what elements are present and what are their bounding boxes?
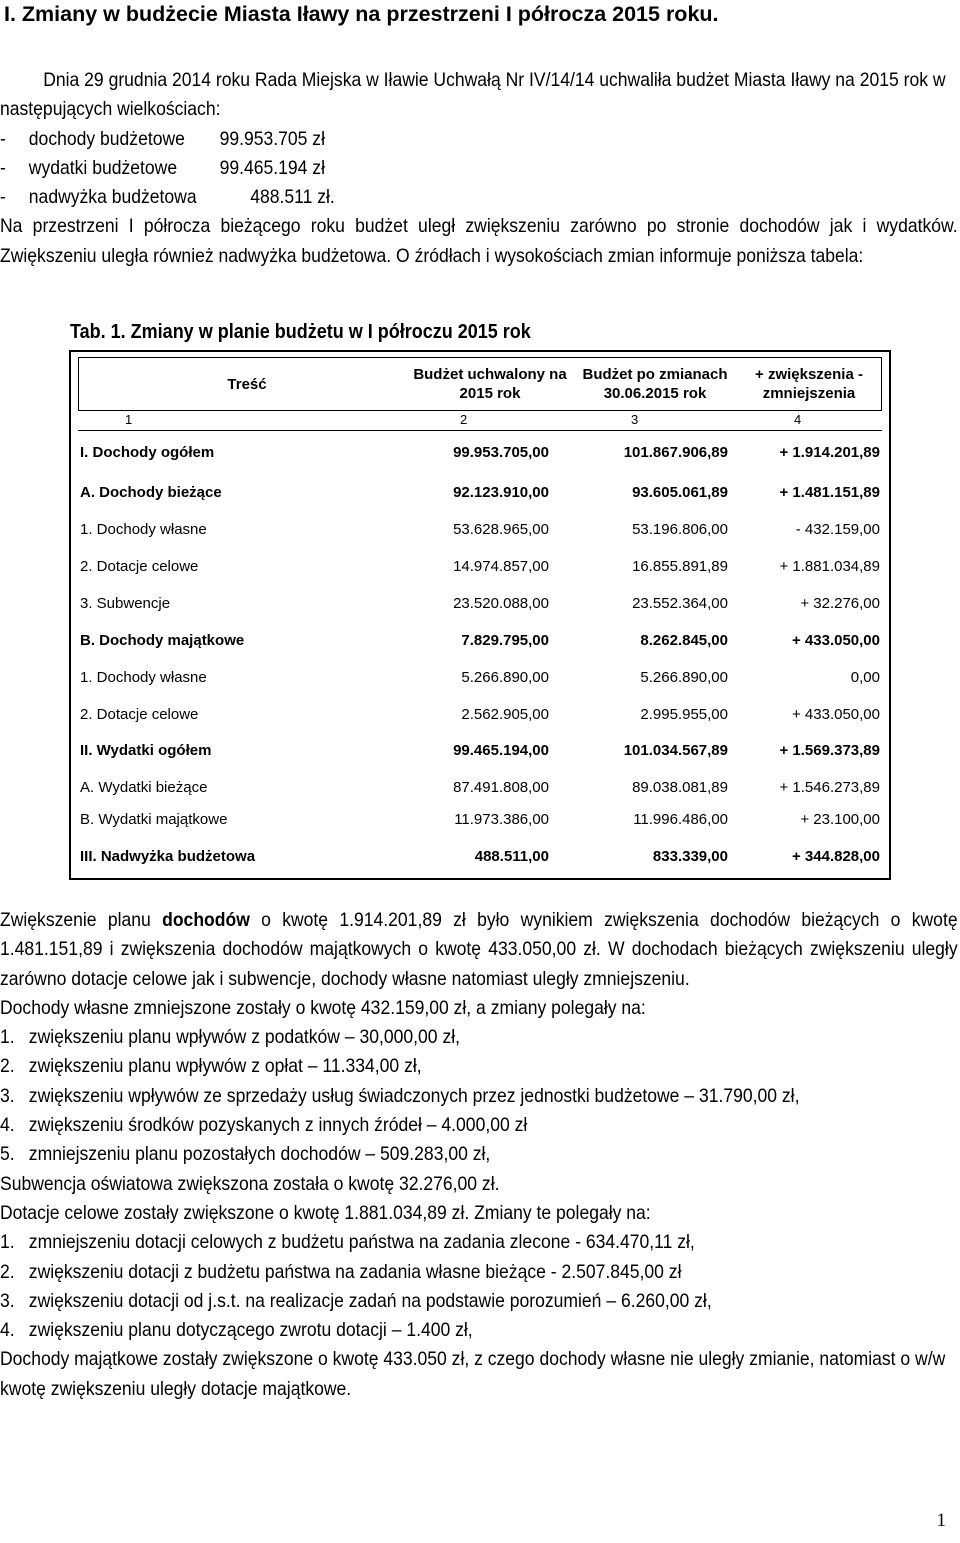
list-item: 4. zwiększeniu planu dotyczącego zwrotu dotacji – 1.400 zł, [0,1319,473,1342]
capital-revenue-paragraph: Dochody majątkowe zostały zwiększone o kwotę 433.050 zł, z czego dochody własne nie uległy zmianie, natomiast o w/w kwotę zwiększeniu uległy dotacje majątkowe. [0,1348,946,1400]
subsidy-paragraph: Subwencja oświatowa zwiększona została o kwotę 32.276,00 zł. [0,1172,500,1195]
col-number: 3 [631,412,639,427]
header-budzet-po-zmianach: Budżet po zmianach 30.06.2015 rok [582,366,728,402]
col-number: 1 [125,412,133,427]
list-item: - wydatki budżetowe 99.465.194 zł [0,156,325,179]
list-item: 3. zwiększeniu wpływów ze sprzedaży usług świadczonych przez jednostki budżetowe – 31.790,00 zł, [0,1084,800,1107]
list-item: 3. zwiększeniu dotacji od j.s.t. na realizacje zadań na podstawie porozumień – 6.260,00 zł, [0,1289,712,1312]
list-item: 1. zwiększeniu planu wpływów z podatków – 30,000,00 zł, [0,1026,460,1049]
budget-summary-list [0,125,958,213]
divider [78,430,882,431]
list-item: - dochody budżetowe 99.953.705 zł [0,127,325,150]
list-item: 2. zwiększeniu planu wpływów z opłat – 11.334,00 zł, [0,1055,422,1078]
header-tresc: Treść [227,375,267,393]
section-heading: I. Zmiany w budżecie Miasta Iławy na przestrzeni I półrocza 2015 roku. [4,2,719,26]
grants-list [0,1228,958,1345]
col-number: 2 [460,412,468,427]
header-budzet-uchwalony: Budżet uchwalony na 2015 rok [413,366,567,402]
table-title: Tab. 1. Zmiany w planie budżetu w I półroczu 2015 rok [70,321,531,343]
list-item: 4. zwiększeniu środków pozyskanych z innych źródeł – 4.000,00 zł [0,1114,528,1137]
list-item: 1. zmniejszeniu dotacji celowych z budżetu państwa na zadania zlecone - 634.470,11 zł, [0,1231,695,1254]
table-header [78,357,882,411]
own-revenue-paragraph: Dochody własne zmniejszone zostały o kwotę 432.159,00 zł, a zmiany polegały na: [0,996,646,1019]
revenue-increase-paragraph: Zwiększenie planu dochodów o kwotę 1.914.201,89 zł było wynikiem zwiększenia dochodów bieżących o kwotę 1.481.151,89 i zwiększenia dochodów majątkowych o kwotę 433.050,00 zł. W dochodach bieżących zwiększeniu uległy zarówno dotacje celowe jak i subwencje, dochody własne natomiast uległy zmniejszeniu. [0,909,958,990]
list-item: - nadwyżka budżetowa 488.511 zł. [0,186,335,209]
page-number: 1 [936,1510,946,1531]
budget-table: Treść Budżet uchwalony na 2015 rok Budżet po zmianach 30.06.2015 rok + zwiększenia - zmniejszenia 1 2 3 4 I. Dochody ogółem 99.953.705,00 101.867.906,89 + 1.914.201,89 A. Dochody bieżące 92.123.910,00 93.605.061,89 + 1.481.151,89 1. Dochody własne 53.628.965,00 53.196.806,00 - 432.159,00 2. Dotacje celowe 14.974.857,00 16.855.891,89 + 1.881.034,89 3. Subwencje 23.520.088,00 23.552.364,00 + 32.276,00 B. Dochody majątkowe 7.829.795,00 8.262.845,00 + 433.050,00 1. Dochody własne 5.266.890,00 5.266.890,00 0,00 2. Dotacje celowe 2.562.905,00 2.995.955,00 + 433.050,00 II. Wydatki ogółem 99.465.194,00 101.034.567,89 + 1.569.373,89 A. Wydatki bieżące 87.491.808,00 89.038.081,89 + 1.546.273,89 B. Wydatki majątkowe 11.973.386,00 11.996.486,00 + 23.100,00 III. Nadwyżka budżetowa 488.511,00 833.339,00 + 344.828,00 [69,350,891,880]
own-revenue-list [0,1023,958,1169]
intro-paragraph: Dnia 29 grudnia 2014 roku Rada Miejska w Iławie Uchwałą Nr IV/14/14 uchwaliła budżet Miasta Iławy na 2015 rok w następujących wielkościach: [0,69,946,121]
list-item: 5. zmniejszeniu planu pozostałych dochodów – 509.283,00 zł, [0,1143,491,1166]
intro-paragraph-2: Na przestrzeni I półrocza bieżącego roku budżet uległ zwiększeniu zarówno po stronie dochodów jak i wydatków. Zwiększeniu uległa również nadwyżka budżetowa. O źródłach i wysokościach zmian informuje poniższa tabela: [0,215,958,267]
column-numbers [78,411,882,430]
analysis-section [0,906,958,1404]
list-item: 2. zwiększeniu dotacji z budżetu państwa na zadania własne bieżące - 2.507.845,00 zł [0,1260,682,1283]
grants-paragraph: Dotacje celowe zostały zwiększone o kwotę 1.881.034,89 zł. Zmiany te polegały na: [0,1201,651,1224]
header-zmiany: + zwiększenia - zmniejszenia [755,366,863,402]
col-number: 4 [794,412,802,427]
intro-section [0,66,958,271]
